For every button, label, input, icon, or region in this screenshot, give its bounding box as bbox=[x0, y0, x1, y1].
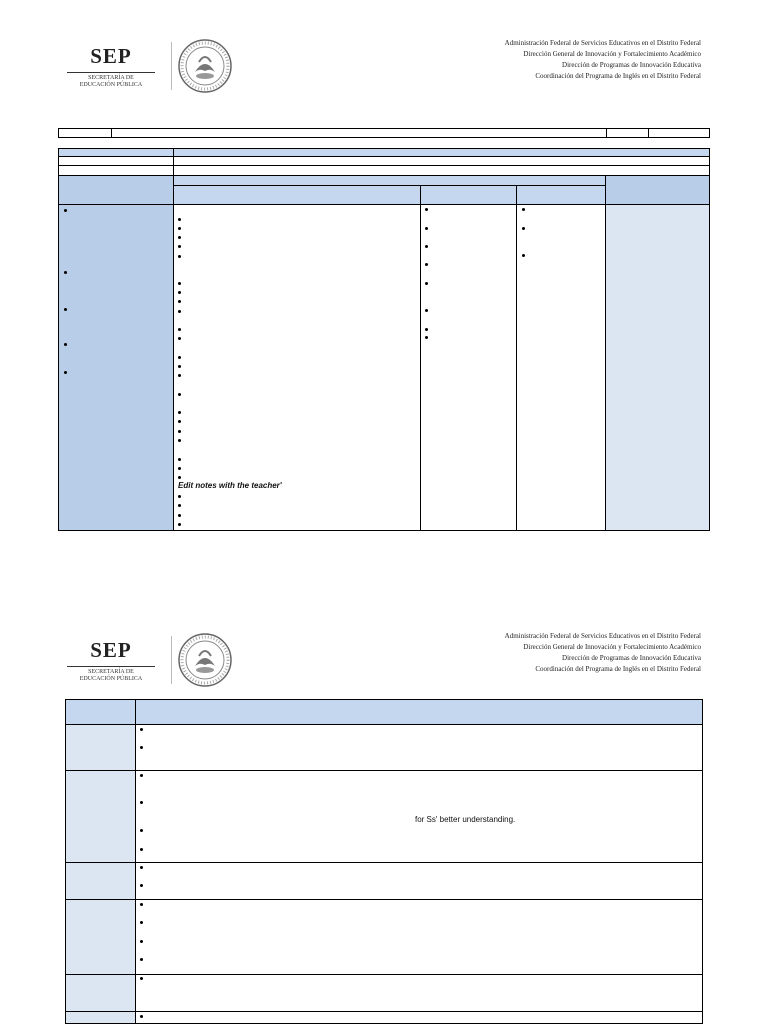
stage-bullet bbox=[64, 209, 67, 212]
procedure-bullet bbox=[140, 940, 143, 943]
org-line-4: Coordinación del Programa de Inglés en el Distrito Federal bbox=[535, 665, 701, 673]
material-bullet bbox=[425, 336, 428, 339]
activity-bullet bbox=[178, 523, 181, 526]
org-line-4: Coordinación del Programa de Inglés en el Distrito Federal bbox=[535, 72, 701, 80]
activity-bullet bbox=[178, 467, 181, 470]
sep-logo-line2: EDUCACIÓN PÚBLICA bbox=[79, 82, 143, 88]
org-line-2: Dirección General de Innovación y Fortalecimiento Académico bbox=[523, 643, 701, 651]
procedure-bullet bbox=[140, 866, 143, 869]
procedure-bullet bbox=[140, 774, 143, 777]
activity-bullet bbox=[178, 430, 181, 433]
sep-logo bbox=[65, 636, 170, 688]
page1-header bbox=[0, 0, 768, 100]
procedure-row-1-label bbox=[65, 724, 136, 771]
col-header-time bbox=[516, 185, 606, 205]
procedure-row-4-label bbox=[65, 899, 136, 975]
procedure-bullet bbox=[140, 1015, 143, 1018]
activity-bullet bbox=[178, 245, 181, 248]
procedure-header-left bbox=[65, 699, 136, 725]
info-cell-4[interactable] bbox=[648, 128, 710, 138]
material-bullet bbox=[425, 263, 428, 266]
procedure-bullet bbox=[140, 829, 143, 832]
col-header-assessment bbox=[605, 175, 710, 205]
sep-logo-rule bbox=[67, 666, 155, 667]
info-cell-2[interactable] bbox=[111, 128, 607, 138]
time-bullet bbox=[522, 227, 525, 230]
procedure-bullet bbox=[140, 977, 143, 980]
procedure-row-5-content bbox=[135, 974, 703, 1012]
col-header-activities bbox=[173, 185, 421, 205]
org-line-1: Administración Federal de Servicios Educativos en el Distrito Federal bbox=[504, 39, 701, 47]
info-cell-3[interactable] bbox=[606, 128, 649, 138]
activity-bullet bbox=[178, 374, 181, 377]
activity-bullet bbox=[178, 420, 181, 423]
activity-bullet bbox=[178, 458, 181, 461]
procedure-bullet bbox=[140, 746, 143, 749]
org-line-3: Dirección de Programas de Innovación Educativa bbox=[562, 61, 701, 69]
sep-logo-subtitle bbox=[65, 75, 157, 89]
stage-bullet bbox=[64, 271, 67, 274]
activity-bullet bbox=[178, 291, 181, 294]
procedure-row-3-label bbox=[65, 862, 136, 900]
sep-logo-subtitle bbox=[65, 669, 157, 683]
procedure-bullet bbox=[140, 903, 143, 906]
activity-note: Edit notes with the teacher' bbox=[178, 481, 282, 490]
time-bullet bbox=[522, 208, 525, 211]
material-bullet bbox=[425, 208, 428, 211]
assessment-column bbox=[605, 204, 710, 531]
procedure-bullet bbox=[140, 921, 143, 924]
activity-bullet bbox=[178, 300, 181, 303]
procedure-bullet bbox=[140, 728, 143, 731]
procedure-row-1-content bbox=[135, 724, 703, 771]
sep-logo-line1: SECRETARÍA DE bbox=[88, 75, 134, 81]
procedure-row-3-content bbox=[135, 862, 703, 900]
material-bullet bbox=[425, 282, 428, 285]
info-cell-1[interactable] bbox=[58, 128, 112, 138]
material-bullet bbox=[425, 227, 428, 230]
sep-logo bbox=[65, 42, 170, 94]
activity-bullet bbox=[178, 236, 181, 239]
procedure-row-4-content bbox=[135, 899, 703, 975]
material-bullet bbox=[425, 328, 428, 331]
activity-bullet bbox=[178, 476, 181, 479]
activity-bullet bbox=[178, 411, 181, 414]
sep-logo-rule bbox=[67, 72, 155, 73]
org-lines bbox=[401, 38, 701, 82]
activity-bullet bbox=[178, 495, 181, 498]
sep-logo-word: SEP bbox=[90, 44, 132, 68]
materials-column bbox=[420, 204, 517, 531]
activity-bullet bbox=[178, 393, 181, 396]
procedure-bullet bbox=[140, 848, 143, 851]
org-line-3: Dirección de Programas de Innovación Educativa bbox=[562, 654, 701, 662]
logo-divider bbox=[171, 636, 172, 684]
sep-logo-line1: SECRETARÍA DE bbox=[88, 669, 134, 675]
national-seal-icon bbox=[177, 38, 233, 94]
procedure-row-6-label bbox=[65, 1011, 136, 1024]
procedure-note: for Ss' better understanding. bbox=[415, 815, 516, 824]
activity-bullet bbox=[178, 255, 181, 258]
activity-bullet bbox=[178, 514, 181, 517]
sep-logo-line2: EDUCACIÓN PÚBLICA bbox=[79, 676, 143, 682]
activity-bullet bbox=[178, 439, 181, 442]
material-bullet bbox=[425, 309, 428, 312]
procedure-row-6-content bbox=[135, 1011, 703, 1024]
procedure-bullet bbox=[140, 801, 143, 804]
logo-divider bbox=[171, 42, 172, 90]
procedure-bullet bbox=[140, 958, 143, 961]
sep-logo-word: SEP bbox=[90, 638, 132, 662]
activity-bullet bbox=[178, 227, 181, 230]
procedure-row-5-label bbox=[65, 974, 136, 1012]
activity-bullet bbox=[178, 337, 181, 340]
activity-bullet bbox=[178, 356, 181, 359]
material-bullet bbox=[425, 245, 428, 248]
activity-bullet bbox=[178, 218, 181, 221]
activity-bullet bbox=[178, 328, 181, 331]
procedure-header-right bbox=[135, 699, 703, 725]
procedure-row-2-label bbox=[65, 770, 136, 863]
activity-bullet bbox=[178, 504, 181, 507]
org-lines bbox=[401, 631, 701, 675]
org-line-2: Dirección General de Innovación y Fortalecimiento Académico bbox=[523, 50, 701, 58]
activity-bullet bbox=[178, 310, 181, 313]
org-line-1: Administración Federal de Servicios Educativos en el Distrito Federal bbox=[504, 632, 701, 640]
col-header-stage bbox=[58, 175, 174, 205]
national-seal-icon bbox=[177, 632, 233, 688]
col-header-materials bbox=[420, 185, 517, 205]
page2-header bbox=[0, 600, 768, 700]
stage-bullet bbox=[64, 343, 67, 346]
procedure-bullet bbox=[140, 884, 143, 887]
time-column bbox=[516, 204, 606, 531]
stage-bullet bbox=[64, 371, 67, 374]
stage-bullet bbox=[64, 308, 67, 311]
activity-bullet bbox=[178, 365, 181, 368]
stage-column bbox=[58, 204, 174, 531]
time-bullet bbox=[522, 254, 525, 257]
activity-bullet bbox=[178, 282, 181, 285]
